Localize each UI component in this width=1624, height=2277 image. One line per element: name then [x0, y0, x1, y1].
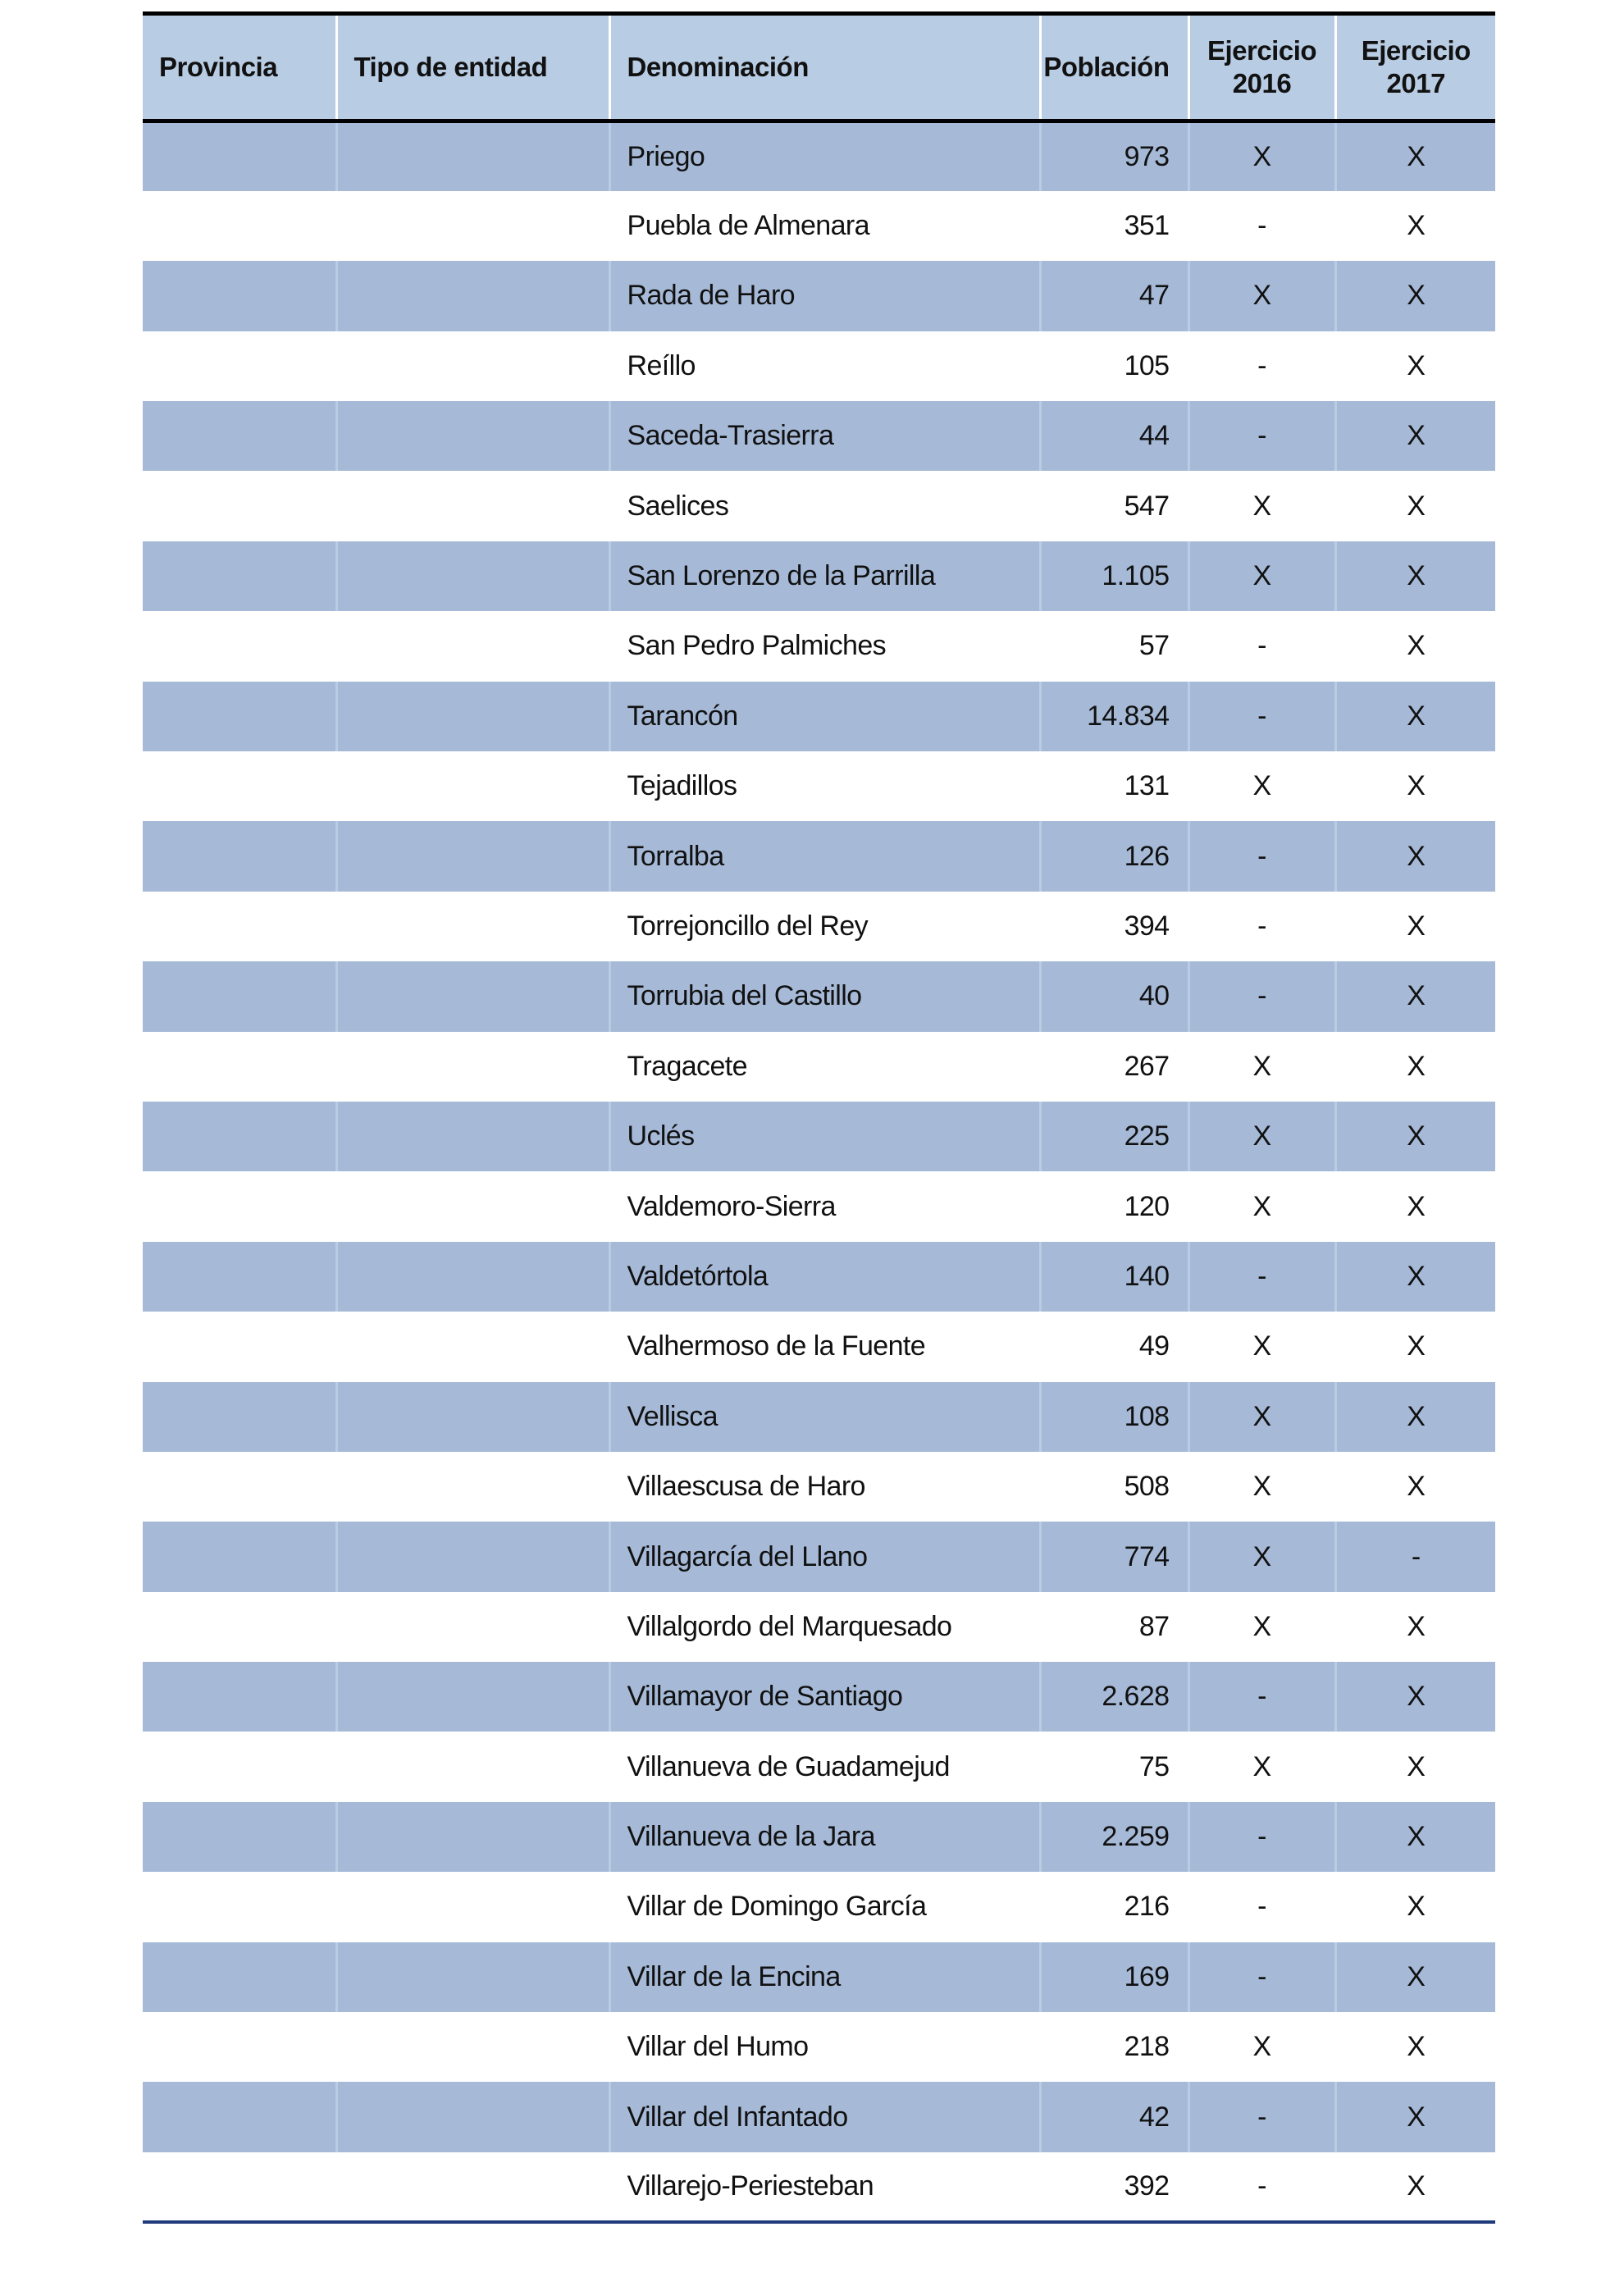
cell-ejercicio-2017: X — [1335, 1242, 1495, 1312]
cell-denominacion: Villar de la Encina — [609, 1942, 1040, 2012]
header-poblacion: Población — [1040, 14, 1188, 121]
table-row — [143, 961, 1495, 1031]
cell-ejercicio-2016: - — [1188, 1802, 1335, 1872]
cell-ejercicio-2017: X — [1407, 2031, 1426, 2063]
cell-denominacion: Uclés — [609, 1102, 1040, 1171]
cell-denominacion: Villar del Humo — [627, 2031, 809, 2063]
cell-tipo-entidad — [336, 1382, 609, 1452]
cell-provincia — [143, 1872, 336, 1942]
cell-tipo-entidad — [336, 1802, 609, 1872]
entities-table-container — [143, 11, 1495, 2224]
cell-denominacion: Villalgordo del Marquesado — [627, 1610, 952, 1642]
cell-denominacion: Valhermoso de la Fuente — [627, 1330, 926, 1362]
cell-ejercicio-2016: - — [1257, 210, 1266, 242]
cell-tipo-entidad — [336, 191, 609, 261]
cell-provincia — [143, 1942, 336, 2012]
table-row — [143, 1242, 1495, 1312]
cell-poblacion: 774 — [1040, 1522, 1188, 1591]
table-row — [143, 751, 1495, 821]
cell-provincia — [143, 821, 336, 891]
cell-tipo-entidad — [336, 1592, 609, 1662]
cell-ejercicio-2017: X — [1407, 490, 1426, 522]
cell-poblacion: 169 — [1040, 1942, 1188, 2012]
table-row — [143, 1802, 1495, 1872]
cell-denominacion: Villarejo-Periesteban — [609, 2152, 1040, 2222]
cell-poblacion: 508 — [1124, 1471, 1170, 1503]
cell-provincia — [143, 1102, 336, 1171]
cell-ejercicio-2016: - — [1257, 630, 1266, 662]
cell-provincia — [143, 2012, 336, 2082]
cell-provincia — [143, 961, 336, 1031]
cell-tipo-entidad — [336, 401, 609, 471]
table-row — [143, 331, 1495, 401]
table-row — [143, 541, 1495, 611]
cell-denominacion: Villar de Domingo García — [627, 1891, 927, 1923]
table-row — [143, 1592, 1495, 1662]
cell-ejercicio-2017: X — [1407, 1050, 1426, 1082]
cell-tipo-entidad — [336, 1102, 609, 1171]
cell-denominacion: Priego — [609, 121, 1040, 191]
cell-tipo-entidad — [336, 261, 609, 331]
cell-ejercicio-2017: X — [1335, 121, 1495, 191]
cell-provincia — [143, 1312, 336, 1381]
cell-denominacion: Valdetórtola — [609, 1242, 1040, 1312]
cell-poblacion: 216 — [1124, 1891, 1170, 1923]
cell-ejercicio-2016: X — [1252, 490, 1271, 522]
cell-provincia — [143, 682, 336, 751]
cell-ejercicio-2017: X — [1407, 1610, 1426, 1642]
cell-tipo-entidad — [336, 682, 609, 751]
cell-provincia — [143, 471, 336, 541]
table-row — [143, 121, 1495, 191]
cell-provincia — [143, 1802, 336, 1872]
cell-ejercicio-2016: X — [1188, 541, 1335, 611]
cell-poblacion: 47 — [1040, 261, 1188, 331]
table-row — [143, 1102, 1495, 1171]
header-ejercicio-2017-line2: 2017 — [1386, 68, 1445, 98]
table-body — [143, 121, 1495, 2223]
cell-ejercicio-2017: X — [1335, 1802, 1495, 1872]
cell-provincia — [143, 1452, 336, 1522]
cell-denominacion: Villamayor de Santiago — [609, 1662, 1040, 1732]
cell-provincia — [143, 1032, 336, 1102]
cell-ejercicio-2017: X — [1407, 349, 1426, 381]
cell-provincia — [143, 121, 336, 191]
cell-denominacion: Torrejoncillo del Rey — [627, 910, 869, 942]
cell-ejercicio-2016: - — [1257, 349, 1266, 381]
cell-tipo-entidad — [336, 1452, 609, 1522]
cell-poblacion: 40 — [1040, 961, 1188, 1031]
cell-ejercicio-2016: X — [1252, 1050, 1271, 1082]
cell-ejercicio-2016: - — [1188, 1942, 1335, 2012]
table-row — [143, 1732, 1495, 1801]
cell-poblacion: 87 — [1138, 1610, 1170, 1642]
cell-poblacion: 225 — [1040, 1102, 1188, 1171]
cell-poblacion: 42 — [1040, 2082, 1188, 2152]
cell-tipo-entidad — [336, 751, 609, 821]
cell-provincia — [143, 261, 336, 331]
cell-provincia — [143, 191, 336, 261]
cell-provincia — [143, 2082, 336, 2152]
cell-provincia — [143, 892, 336, 961]
cell-ejercicio-2016: X — [1252, 1330, 1271, 1362]
cell-tipo-entidad — [336, 821, 609, 891]
cell-ejercicio-2017: X — [1407, 1471, 1426, 1503]
cell-ejercicio-2016: - — [1188, 2152, 1335, 2222]
header-provincia: Provincia — [143, 14, 336, 121]
cell-ejercicio-2016: - — [1188, 1662, 1335, 1732]
cell-provincia — [143, 541, 336, 611]
cell-denominacion: Rada de Haro — [609, 261, 1040, 331]
cell-ejercicio-2017: X — [1335, 961, 1495, 1031]
cell-poblacion: 547 — [1124, 490, 1170, 522]
table-row — [143, 471, 1495, 541]
cell-ejercicio-2017: X — [1335, 1382, 1495, 1452]
cell-poblacion: 973 — [1040, 121, 1188, 191]
cell-ejercicio-2016: - — [1188, 961, 1335, 1031]
cell-ejercicio-2017: X — [1335, 401, 1495, 471]
table-row — [143, 1032, 1495, 1102]
cell-ejercicio-2017: X — [1407, 1750, 1426, 1782]
table-row — [143, 401, 1495, 471]
cell-tipo-entidad — [336, 331, 609, 401]
table-row — [143, 682, 1495, 751]
cell-provincia — [143, 1662, 336, 1732]
cell-ejercicio-2016: X — [1252, 1471, 1271, 1503]
table-row — [143, 261, 1495, 331]
cell-ejercicio-2016: X — [1188, 1522, 1335, 1591]
cell-tipo-entidad — [336, 1171, 609, 1241]
cell-tipo-entidad — [336, 121, 609, 191]
cell-provincia — [143, 2152, 336, 2222]
cell-tipo-entidad — [336, 2152, 609, 2222]
cell-denominacion: Tarancón — [609, 682, 1040, 751]
cell-poblacion: 108 — [1040, 1382, 1188, 1452]
table-row — [143, 1662, 1495, 1732]
cell-tipo-entidad — [336, 2012, 609, 2082]
cell-ejercicio-2017: X — [1335, 1102, 1495, 1171]
cell-ejercicio-2016: - — [1257, 1891, 1266, 1923]
cell-ejercicio-2017: X — [1335, 1942, 1495, 2012]
cell-provincia — [143, 1171, 336, 1241]
cell-ejercicio-2016: X — [1252, 1610, 1271, 1642]
cell-tipo-entidad — [336, 611, 609, 681]
cell-tipo-entidad — [336, 1522, 609, 1591]
cell-ejercicio-2016: - — [1188, 682, 1335, 751]
cell-tipo-entidad — [336, 892, 609, 961]
header-ejercicio-2016-line1: Ejercicio — [1207, 35, 1317, 66]
cell-tipo-entidad — [336, 1872, 609, 1942]
header-tipo-entidad: Tipo de entidad — [336, 14, 609, 121]
cell-denominacion: Villar del Infantado — [609, 2082, 1040, 2152]
cell-ejercicio-2016: X — [1252, 770, 1271, 802]
table-row — [143, 2012, 1495, 2082]
table-row — [143, 2082, 1495, 2152]
cell-provincia — [143, 1382, 336, 1452]
cell-tipo-entidad — [336, 471, 609, 541]
cell-provincia — [143, 1732, 336, 1801]
cell-poblacion: 218 — [1124, 2031, 1170, 2063]
cell-ejercicio-2016: X — [1188, 261, 1335, 331]
cell-ejercicio-2017: - — [1335, 1522, 1495, 1591]
table-row — [143, 611, 1495, 681]
cell-poblacion: 2.259 — [1040, 1802, 1188, 1872]
table-row — [143, 1452, 1495, 1522]
cell-denominacion: Saelices — [627, 490, 729, 522]
cell-poblacion: 131 — [1124, 770, 1170, 802]
cell-provincia — [143, 611, 336, 681]
cell-denominacion: Torrubia del Castillo — [609, 961, 1040, 1031]
cell-denominacion: Torralba — [609, 821, 1040, 891]
table-row — [143, 892, 1495, 961]
cell-provincia — [143, 331, 336, 401]
cell-poblacion: 2.628 — [1040, 1662, 1188, 1732]
cell-poblacion: 267 — [1124, 1050, 1170, 1082]
cell-poblacion: 44 — [1040, 401, 1188, 471]
cell-poblacion: 126 — [1040, 821, 1188, 891]
header-ejercicio-2017 — [1335, 14, 1495, 121]
cell-ejercicio-2017: X — [1335, 541, 1495, 611]
cell-ejercicio-2016: X — [1188, 121, 1335, 191]
cell-poblacion: 120 — [1124, 1190, 1170, 1222]
cell-poblacion: 49 — [1138, 1330, 1170, 1362]
cell-ejercicio-2017: X — [1335, 1662, 1495, 1732]
table-row — [143, 1312, 1495, 1381]
cell-tipo-entidad — [336, 541, 609, 611]
cell-denominacion: Villaescusa de Haro — [627, 1471, 865, 1503]
cell-ejercicio-2016: - — [1188, 401, 1335, 471]
cell-poblacion: 14.834 — [1040, 682, 1188, 751]
cell-ejercicio-2017: X — [1335, 2082, 1495, 2152]
cell-denominacion: Villanueva de Guadamejud — [627, 1750, 950, 1782]
cell-denominacion: Saceda-Trasierra — [609, 401, 1040, 471]
table-header — [143, 14, 1495, 121]
cell-denominacion: Vellisca — [609, 1382, 1040, 1452]
cell-poblacion: 140 — [1040, 1242, 1188, 1312]
cell-ejercicio-2016: - — [1188, 2082, 1335, 2152]
table-row — [143, 1171, 1495, 1241]
cell-ejercicio-2016: X — [1188, 1102, 1335, 1171]
cell-poblacion: 392 — [1040, 2152, 1188, 2222]
header-ejercicio-2016-line2: 2016 — [1232, 68, 1292, 98]
cell-denominacion: Villanueva de la Jara — [609, 1802, 1040, 1872]
table-row — [143, 1942, 1495, 2012]
cell-ejercicio-2016: X — [1252, 2031, 1271, 2063]
cell-ejercicio-2016: - — [1257, 910, 1266, 942]
cell-denominacion: Valdemoro-Sierra — [627, 1190, 836, 1222]
cell-ejercicio-2017: X — [1407, 910, 1426, 942]
cell-ejercicio-2017: X — [1335, 261, 1495, 331]
cell-tipo-entidad — [336, 1732, 609, 1801]
cell-tipo-entidad — [336, 1312, 609, 1381]
cell-ejercicio-2017: X — [1335, 682, 1495, 751]
cell-ejercicio-2016: - — [1188, 821, 1335, 891]
cell-ejercicio-2017: X — [1407, 630, 1426, 662]
cell-ejercicio-2017: X — [1407, 1891, 1426, 1923]
cell-poblacion: 75 — [1138, 1750, 1170, 1782]
cell-denominacion: San Lorenzo de la Parrilla — [609, 541, 1040, 611]
table-row — [143, 191, 1495, 261]
cell-tipo-entidad — [336, 2082, 609, 2152]
cell-ejercicio-2016: - — [1188, 1242, 1335, 1312]
cell-ejercicio-2016: X — [1252, 1750, 1271, 1782]
cell-tipo-entidad — [336, 1942, 609, 2012]
cell-denominacion: Villagarcía del Llano — [609, 1522, 1040, 1591]
header-ejercicio-2017-line1: Ejercicio — [1361, 35, 1471, 66]
cell-denominacion: Tejadillos — [627, 770, 737, 802]
header-ejercicio-2016 — [1188, 14, 1335, 121]
cell-tipo-entidad — [336, 1032, 609, 1102]
cell-poblacion: 351 — [1124, 210, 1170, 242]
cell-ejercicio-2017: X — [1407, 770, 1426, 802]
cell-provincia — [143, 401, 336, 471]
entities-table — [143, 11, 1495, 2224]
table-row — [143, 2152, 1495, 2222]
cell-poblacion: 105 — [1124, 349, 1170, 381]
cell-ejercicio-2016: X — [1252, 1190, 1271, 1222]
cell-provincia — [143, 1522, 336, 1591]
cell-ejercicio-2017: X — [1335, 2152, 1495, 2222]
cell-denominacion: Puebla de Almenara — [627, 210, 869, 242]
table-row — [143, 1522, 1495, 1591]
cell-ejercicio-2016: X — [1188, 1382, 1335, 1452]
cell-ejercicio-2017: X — [1407, 1190, 1426, 1222]
cell-ejercicio-2017: X — [1407, 210, 1426, 242]
header-denominacion: Denominación — [609, 14, 1040, 121]
cell-tipo-entidad — [336, 961, 609, 1031]
cell-provincia — [143, 1242, 336, 1312]
cell-provincia — [143, 1592, 336, 1662]
cell-ejercicio-2017: X — [1407, 1330, 1426, 1362]
cell-denominacion: San Pedro Palmiches — [627, 630, 887, 662]
cell-tipo-entidad — [336, 1662, 609, 1732]
cell-provincia — [143, 751, 336, 821]
cell-denominacion: Tragacete — [627, 1050, 747, 1082]
header-row — [143, 14, 1495, 121]
table-row — [143, 821, 1495, 891]
cell-poblacion: 1.105 — [1040, 541, 1188, 611]
table-row — [143, 1872, 1495, 1942]
table-row — [143, 1382, 1495, 1452]
cell-ejercicio-2017: X — [1335, 821, 1495, 891]
cell-tipo-entidad — [336, 1242, 609, 1312]
cell-poblacion: 394 — [1124, 910, 1170, 942]
cell-poblacion: 57 — [1138, 630, 1170, 662]
cell-denominacion: Reíllo — [627, 349, 696, 381]
